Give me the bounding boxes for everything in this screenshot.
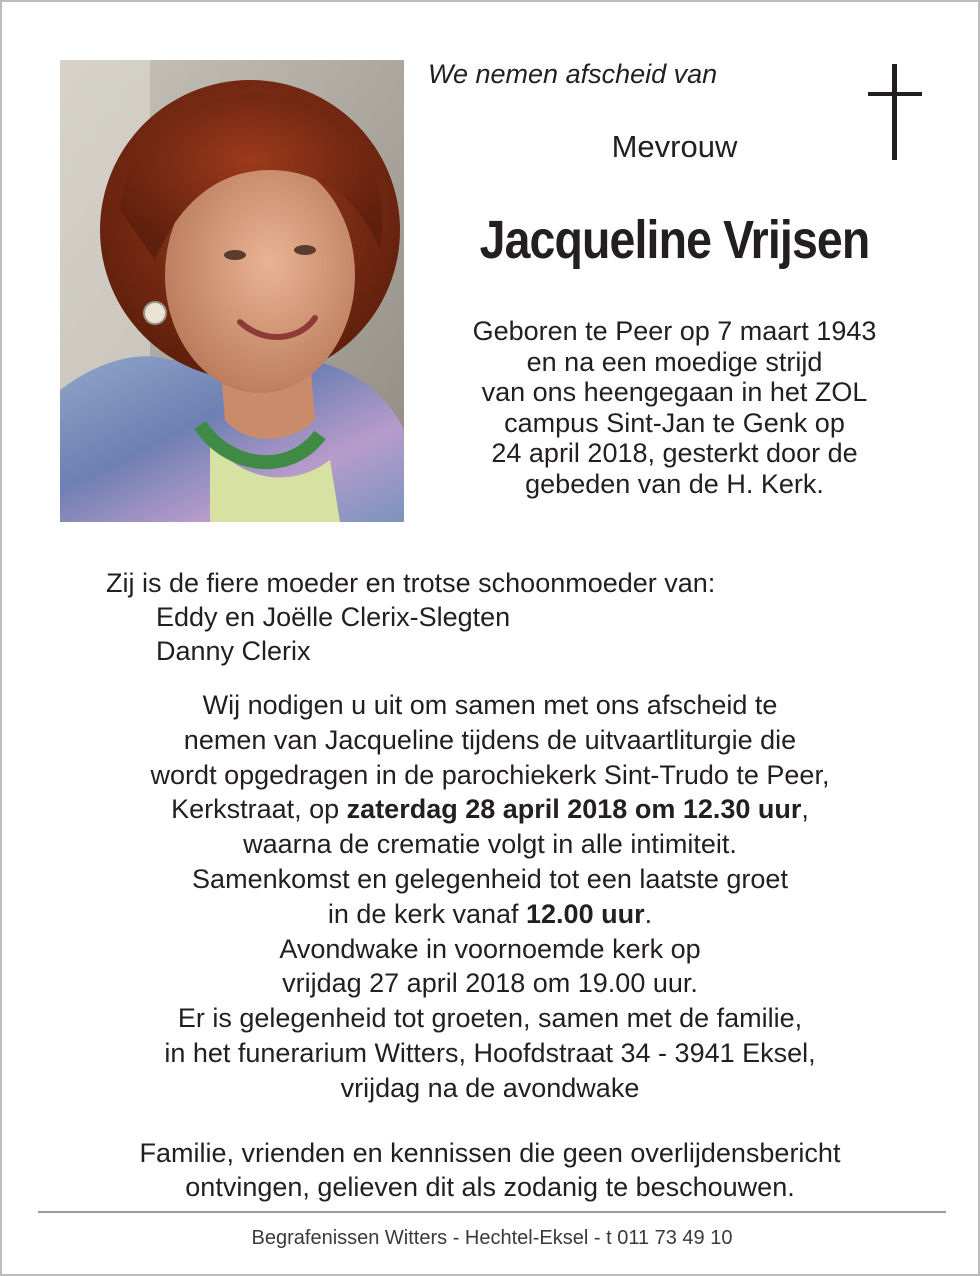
invitation-line: Er is gelegenheid tot groeten, samen met de familie, [177, 1003, 803, 1034]
intro-text: We nemen afscheid van [428, 59, 718, 89]
birth-line: van ons heengegaan in het ZOL [481, 377, 868, 407]
invitation-line: wordt opgedragen in de parochiekerk Sint-Trudo te Peer, [150, 759, 830, 790]
invitation-text: in de kerk vanaf [327, 898, 527, 929]
family-list [156, 600, 510, 668]
invitation-text: Kerkstraat, op [171, 794, 347, 825]
invitation-line: vrijdag na de avondwake [340, 1072, 640, 1103]
footer-divider [38, 1211, 946, 1213]
closing-line: Familie, vrienden en kennissen die geen overlijdensbericht [139, 1138, 841, 1168]
portrait-illustration [60, 60, 404, 522]
closing-line: ontvingen, gelieven dit als zodanig te beschouwen. [185, 1172, 795, 1202]
invitation-line [42, 792, 938, 827]
birth-line: 24 april 2018, gesterkt door de [491, 438, 858, 468]
invitation-line: vrijdag 27 april 2018 om 19.00 uur. [282, 968, 698, 999]
invitation-text: . [644, 898, 653, 929]
birth-line: campus Sint-Jan te Genk op [504, 407, 845, 438]
funeral-invitation [42, 688, 938, 1106]
invitation-line: nemen van Jacqueline tijdens de uitvaartliturgie die [183, 724, 797, 755]
invitation-line [42, 897, 938, 932]
invitation-line: Avondwake in voornoemde kerk op [279, 933, 701, 964]
honorific-title: Mevrouw [611, 129, 738, 164]
family-intro: Zij is de fiere moeder en trotse schoonmoeder van: [106, 568, 716, 598]
birth-line: Geboren te Peer op 7 maart 1943 [472, 316, 877, 346]
family-member: Eddy en Joëlle Clerix-Slegten [156, 602, 511, 632]
funeral-home-footer: Begrafenissen Witters - Hechtel-Eksel - t 011 73 49 10 [251, 1227, 733, 1249]
family-member: Danny Clerix [156, 636, 311, 666]
invitation-text: , [801, 794, 809, 825]
birth-death-info [422, 316, 927, 499]
closing-note [42, 1136, 938, 1204]
portrait-photo [60, 60, 404, 522]
gathering-time: 12.00 uur [526, 898, 645, 929]
deceased-name: Jacqueline Vrijsen [479, 210, 870, 270]
invitation-line: Samenkomst en gelegenheid tot een laatste groet [192, 863, 788, 894]
invitation-line: waarna de crematie volgt in alle intimiteit. [243, 829, 737, 860]
birth-line: gebeden van de H. Kerk. [525, 468, 824, 499]
birth-line: en na een moedige strijd [526, 346, 823, 377]
invitation-line: in het funerarium Witters, Hoofdstraat 34 - 3941 Eksel, [164, 1037, 816, 1068]
invitation-line: Wij nodigen u uit om samen met ons afscheid te [202, 690, 778, 720]
funeral-date-time: zaterdag 28 april 2018 om 12.30 uur [346, 794, 802, 825]
